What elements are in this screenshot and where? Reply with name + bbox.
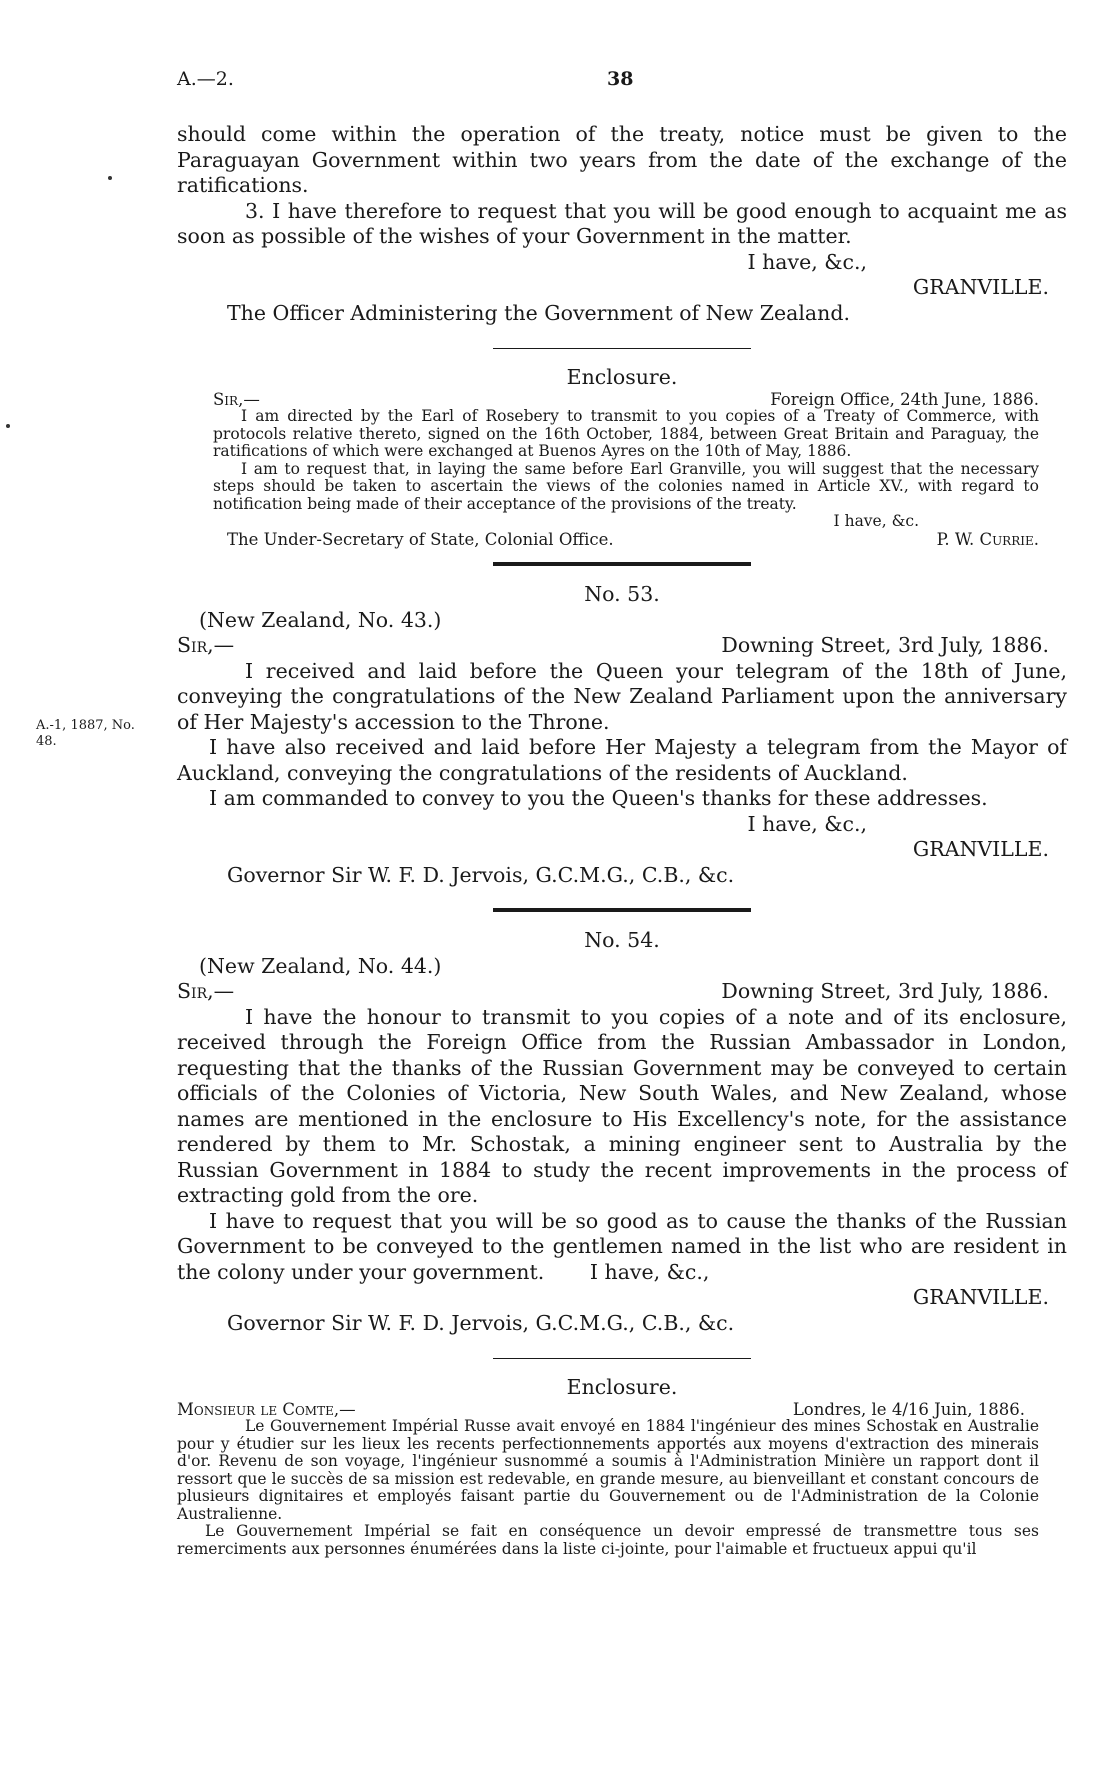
closing: I have, &c. <box>833 512 919 530</box>
letter-divider <box>493 908 751 912</box>
signature: P. W. Currie. <box>936 529 1039 549</box>
paragraph-2 <box>177 1209 1067 1286</box>
letter-reference: (New Zealand, No. 44.) <box>199 953 442 978</box>
closing: I have, &c., <box>589 1259 710 1284</box>
page-header <box>177 68 1017 92</box>
paragraph-1: Le Gouvernement Impérial Russe avait envoyé en 1884 l'ingénieur des mines Schostak en Australie pour y étudier sur les lieux les recents perfectionnements apportés aux moyens d'extraction des minerais d'or. Revenu de son voyage, l'ingénieur susnommé a soumis à l'Administration Minière un rapport dont il ressort que le succès de sa mission est redevable, en grande mesure, au bienveillant et constant concours de plusieurs dignitaires et employés faisant partie du Gouvernement ou de l'Administration de la Colonie Australienne. <box>177 1417 1039 1523</box>
letter-number: No. 54. <box>584 928 660 952</box>
paragraph-3: I am commanded to convey to you the Queen's thanks for these addresses. <box>209 786 988 810</box>
letter-divider <box>493 562 751 566</box>
margin-speck <box>6 424 10 428</box>
addressee: Governor Sir W. F. D. Jervois, G.C.M.G., C.B., &c. <box>227 862 735 887</box>
addressee: The Officer Administering the Government of New Zealand. <box>227 300 850 325</box>
salutation-line <box>177 1401 1039 1419</box>
document-reference: A.—2. <box>177 68 234 90</box>
salutation-line <box>213 391 1039 409</box>
letter-53 <box>177 582 1067 888</box>
salutation: Sir,— <box>213 389 260 409</box>
salutation-line <box>177 979 1067 1005</box>
dateline: Londres, le 4/16 Juin, 1886. <box>792 1399 1025 1419</box>
paragraph-2: Le Gouvernement Impérial se fait en conséquence un devoir empressé de transmettre tous ses remerciments aux personnes énumérées dans la liste ci-jointe, pour l'aimable et fructueux appui qu'il <box>177 1522 1039 1558</box>
signature: GRANVILLE. <box>912 1285 1049 1309</box>
dateline: Downing Street, 3rd July, 1886. <box>721 979 1049 1003</box>
section-divider <box>493 1358 751 1359</box>
margin-speck <box>108 176 112 180</box>
letter-reference: (New Zealand, No. 43.) <box>199 607 442 632</box>
signature: GRANVILLE. <box>912 275 1049 299</box>
closing: I have, &c., <box>747 249 867 274</box>
letter-52-tail <box>177 122 1067 326</box>
marginal-note: A.-1, 1887, No. 48. <box>36 718 135 749</box>
letter-54 <box>177 928 1067 1336</box>
salutation: Sir,— <box>177 979 235 1003</box>
document-body <box>177 122 1067 1558</box>
enclosure-title: Enclosure. <box>566 365 678 389</box>
closing: I have, &c., <box>747 811 867 836</box>
paragraph-2-text: I have to request that you will be so good as to cause the thanks of the Russian Government to be conveyed to the gentlemen named in the list who are resident in the colony under your government. <box>177 1208 1067 1284</box>
paragraph-continued: should come within the operation of the treaty, notice must be given to the Paraguayan Government within two years from the date of the exchange of the ratifications. <box>177 122 1067 197</box>
paragraph-1: I received and laid before the Queen your telegram of the 18th of June, conveying the congratulations of the New Zealand Parliament upon the anniversary of Her Majesty's accession to the Throne. <box>177 658 1067 734</box>
letter-number: No. 53. <box>584 582 660 606</box>
salutation: Monsieur le Comte,— <box>177 1399 356 1419</box>
addressee: The Under-Secretary of State, Colonial Office. <box>227 529 614 549</box>
salutation: Sir,— <box>177 633 235 657</box>
paragraph-1: I am directed by the Earl of Rosebery to transmit to you copies of a Treaty of Commerce, with protocols relative thereto, signed on the 16th October, 1884, between Great Britain and Paraguay, the ratifications of which were exchanged at Buenos Ayres on the 10th of May, 1886. <box>213 407 1039 460</box>
paragraph-2: I have also received and laid before Her Majesty a telegram from the Mayor of Auckland, conveying the congratulations of the residents of Auckland. <box>177 735 1067 785</box>
addressee: Governor Sir W. F. D. Jervois, G.C.M.G., C.B., &c. <box>227 1310 735 1335</box>
paragraph-2: I am to request that, in laying the same before Earl Granville, you will suggest that the necessary steps should be taken to ascertain the views of the colonies named in Article XV., with regard to notification being made of their acceptance of the provisions of the treaty. <box>213 459 1039 513</box>
enclosure-1 <box>177 365 1067 548</box>
signature: GRANVILLE. <box>912 837 1049 861</box>
dateline: Foreign Office, 24th June, 1886. <box>770 389 1039 409</box>
dateline: Downing Street, 3rd July, 1886. <box>721 633 1049 657</box>
page-number: 38 <box>607 68 634 90</box>
enclosure-2 <box>177 1375 1067 1558</box>
paragraph-3: 3. I have therefore to request that you will be good enough to acquaint me as soon as possible of the wishes of your Government in the matter. <box>177 198 1067 248</box>
paragraph-1: I have the honour to transmit to you copies of a note and of its enclosure, received through the Foreign Office from the Russian Ambassador in London, requesting that the thanks of the Russian Government may be conveyed to certain officials of the Colonies of Victoria, New South Wales, and New Zealand, whose names are mentioned in the enclosure to His Excellency's note, for the assistance rendered by them to Mr. Schostak, a mining engineer sent to Australia by the Russian Government in 1884 to study the recent improvements in the process of extracting gold from the ore. <box>177 1004 1067 1207</box>
enclosure-title: Enclosure. <box>566 1375 678 1399</box>
signature-line <box>213 531 1039 549</box>
salutation-line <box>177 633 1067 659</box>
section-divider <box>493 348 751 349</box>
